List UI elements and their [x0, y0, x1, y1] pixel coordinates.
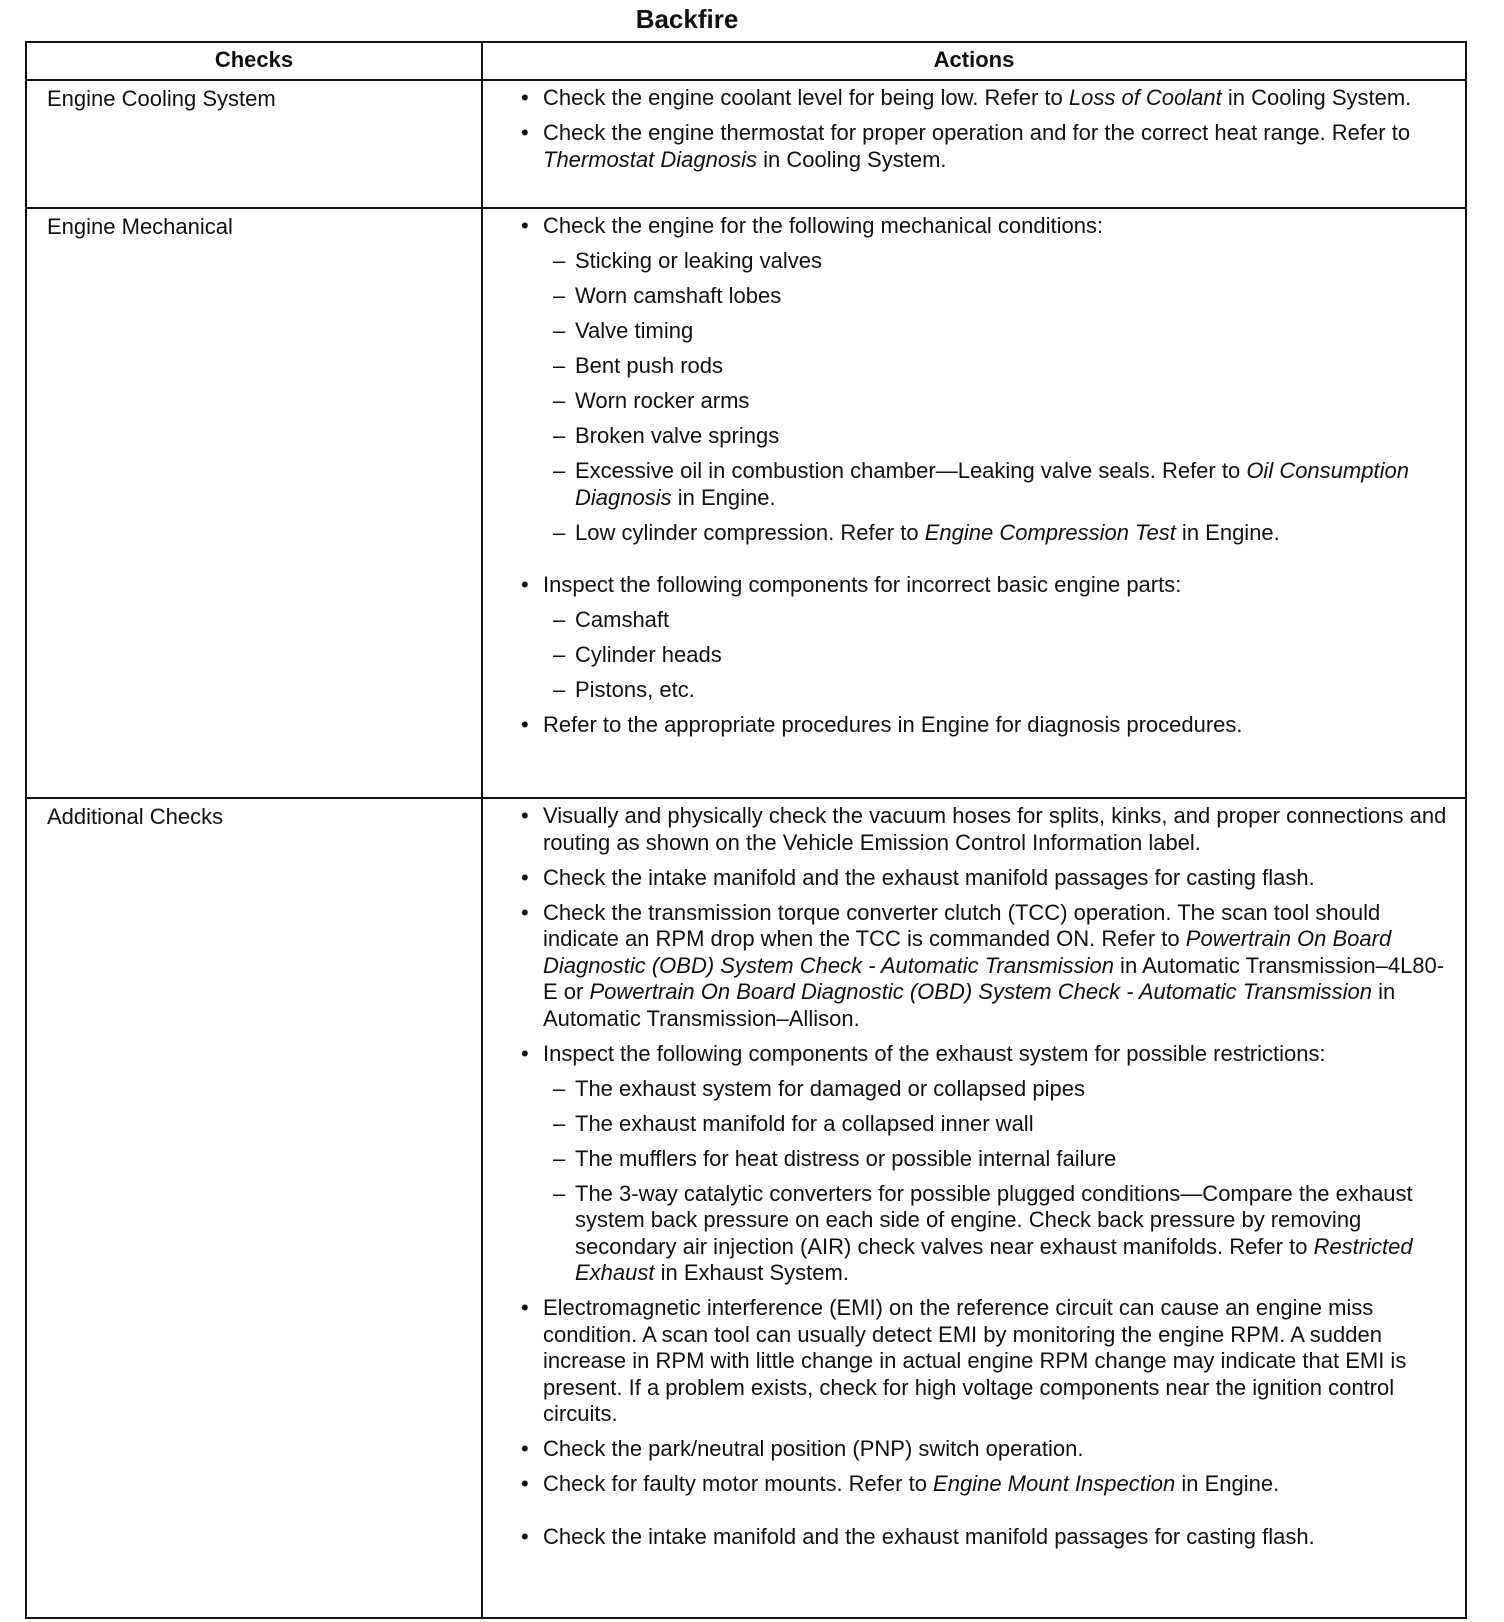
text: Check the intake manifold and the exhaust manifold passages for casting flash. [543, 1523, 1315, 1549]
text: in Cooling System. [1221, 85, 1412, 110]
sub-item [483, 520, 1455, 547]
text: Check the transmission torque converter clutch (TCC) operation. The scan tool should indicate an RPM drop when the TCC is commanded ON. Refer to [543, 899, 1381, 951]
text: Inspect the following components for incorrect basic engine parts: [543, 572, 1182, 597]
text: Worn camshaft lobes [575, 283, 782, 308]
bullet-item [483, 712, 1455, 739]
sub-item [483, 607, 1455, 634]
text: Camshaft [575, 607, 670, 632]
header-checks: Checks [27, 43, 483, 79]
text: Check the engine coolant level for being low. Refer to [543, 85, 1069, 110]
bullet-item [483, 85, 1455, 112]
bullet-item [483, 1471, 1455, 1498]
sub-item [483, 642, 1455, 669]
sub-item [483, 248, 1455, 275]
reference-title: Engine Compression Test [924, 519, 1176, 545]
text: Cylinder heads [575, 642, 722, 667]
text: in Cooling System. [756, 146, 947, 172]
sub-item [483, 1076, 1455, 1103]
sub-item [483, 318, 1455, 345]
text: in Engine. [671, 484, 776, 510]
text: Visually and physically check the vacuum hoses for splits, kinks, and proper connections and routing as shown on the Vehicle Emission Control Information label. [543, 803, 1447, 855]
bullet-item [483, 1524, 1455, 1551]
actions-cell [483, 209, 1465, 797]
sub-item [483, 458, 1455, 511]
text: Low cylinder compression. Refer to [575, 519, 925, 545]
text: Inspect the following components of the exhaust system for possible restrictions: [543, 1040, 1326, 1066]
text: Check the engine for the following mechanical conditions: [543, 213, 1104, 238]
reference-title: Thermostat Diagnosis [543, 146, 757, 172]
bullet-item [483, 1295, 1455, 1428]
sub-item [483, 353, 1455, 380]
sub-item [483, 1181, 1455, 1287]
sub-item [483, 677, 1455, 704]
reference-title: Loss of Coolant [1068, 85, 1222, 110]
text: Excessive oil in combustion chamber—Leaking valve seals. Refer to [575, 458, 1247, 483]
text: Worn rocker arms [575, 388, 750, 413]
table-row [27, 207, 1465, 797]
text: The exhaust manifold for a collapsed inner wall [575, 1110, 1034, 1136]
reference-title: Engine Mount Inspection [933, 1471, 1176, 1496]
text: in Engine. [1175, 1471, 1280, 1496]
reference-title: Powertrain On Board Diagnostic (OBD) System Check - Automatic Transmission [543, 926, 1392, 978]
bullet-item [483, 803, 1455, 856]
actions-cell [483, 81, 1465, 207]
header-actions: Actions [933, 47, 1015, 72]
text: in Automatic Transmission–Allison. [543, 979, 1396, 1031]
bullet-item [483, 900, 1455, 1033]
bullet-item [483, 1041, 1455, 1068]
reference-title: Restricted Exhaust [575, 1233, 1413, 1285]
check-cell: Engine Cooling System [27, 81, 483, 207]
table-header [27, 43, 1465, 79]
text: Check for faulty motor mounts. Refer to [543, 1471, 934, 1496]
check-cell: Additional Checks [27, 799, 483, 1617]
table-row [27, 797, 1465, 1617]
text: Broken valve springs [575, 423, 780, 448]
text: in Exhaust System. [654, 1260, 849, 1285]
text: The exhaust system for damaged or collapsed pipes [575, 1075, 1085, 1101]
bullet-item [483, 120, 1455, 173]
text: Refer to the appropriate procedures in Engine for diagnosis procedures. [543, 712, 1243, 737]
sub-item [483, 1111, 1455, 1138]
sub-item [483, 1146, 1455, 1173]
text: Check the engine thermostat for proper operation and for the correct heat range. Refer to [543, 120, 1411, 145]
text: The 3-way catalytic converters for possible plugged conditions—Compare the exhaust system back pressure on each side of engine. Check back pressure by removing secondary air injection (AIR) check valves near exhaust manifolds. Refer to [575, 1180, 1413, 1259]
bullet-item [483, 865, 1455, 892]
actions-cell [483, 799, 1465, 1617]
text: Bent push rods [575, 353, 723, 378]
text: in Automatic Transmission–4L80-E or [543, 952, 1445, 1004]
sub-item [483, 423, 1455, 450]
bullet-item [483, 572, 1455, 599]
text: Check the park/neutral position (PNP) switch operation. [543, 1436, 1084, 1461]
sub-item [483, 388, 1455, 415]
page-title: Backfire [635, 4, 739, 34]
bullet-item [483, 213, 1455, 240]
text: Pistons, etc. [575, 677, 695, 702]
text: Valve timing [575, 318, 694, 343]
check-cell: Engine Mechanical [27, 209, 483, 797]
table-row [27, 79, 1465, 207]
bullet-item [483, 1436, 1455, 1463]
text: The mufflers for heat distress or possible internal failure [575, 1145, 1117, 1171]
sub-item [483, 283, 1455, 310]
text: Check the intake manifold and the exhaust manifold passages for casting flash. [543, 864, 1315, 890]
text: in Engine. [1175, 519, 1280, 545]
text: Sticking or leaking valves [575, 248, 823, 273]
reference-title: Oil Consumption Diagnosis [575, 458, 1409, 510]
reference-title: Powertrain On Board Diagnostic (OBD) System Check - Automatic Transmission [589, 979, 1372, 1004]
text: Electromagnetic interference (EMI) on the reference circuit can cause an engine miss condition. A scan tool can usually detect EMI by monitoring the engine RPM. A sudden increase in RPM with little change in actual engine RPM change may indicate that EMI is present. If a problem exists, check for high voltage components near the ignition control circuits. [543, 1295, 1407, 1426]
diagnosis-table [25, 41, 1467, 1619]
